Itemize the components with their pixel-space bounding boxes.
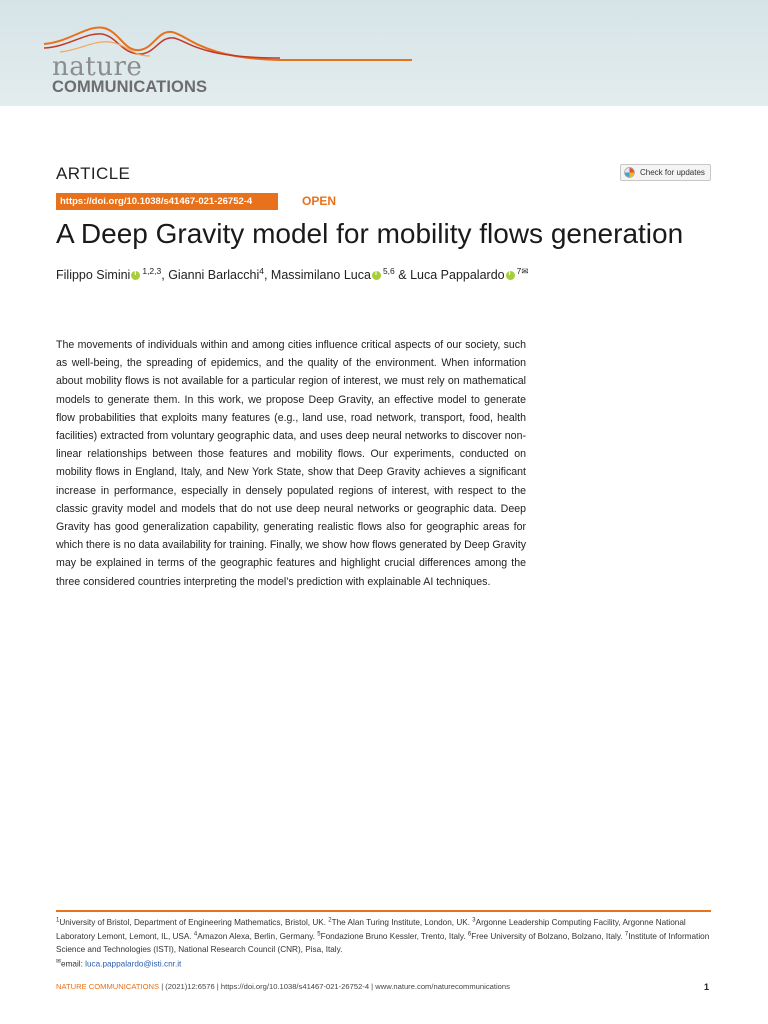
- affiliation-text: University of Bristol, Department of Engineering Mathematics, Bristol, UK.: [59, 917, 329, 927]
- affiliation-text: Fondazione Bruno Kessler, Trento, Italy.: [320, 932, 468, 942]
- page-footer: [56, 982, 510, 991]
- check-updates-label: Check for updates: [640, 168, 705, 177]
- crossmark-icon: [624, 167, 635, 178]
- affiliation-number: 7: [624, 931, 629, 938]
- footer-citation: | (2021)12:6576 | https://doi.org/10.1038/s41467-021-26752-4 | www.nature.com/naturecommunications: [159, 982, 510, 991]
- affiliation: [56, 918, 328, 927]
- affiliation-number: 5: [317, 931, 321, 938]
- affiliations-footnote: [56, 914, 711, 971]
- author-list: [56, 266, 528, 282]
- author-name[interactable]: Filippo Simini: [56, 268, 131, 283]
- check-for-updates-button[interactable]: [620, 164, 711, 181]
- article-type-label: ARTICLE: [56, 164, 131, 183]
- footer-journal-name[interactable]: NATURE COMMUNICATIONS: [56, 982, 160, 991]
- author-separator: ,: [263, 268, 271, 283]
- author-name[interactable]: Massimilano Luca: [270, 268, 371, 283]
- author-separator: &: [394, 268, 411, 283]
- author-separator: ,: [161, 268, 169, 283]
- author-name[interactable]: Luca Pappalardo: [410, 268, 505, 283]
- author-affiliation: 1,2,3: [142, 266, 162, 276]
- author-affiliation: 7✉: [516, 266, 529, 276]
- logo-nature-text: nature: [52, 52, 143, 82]
- logo-communications-text: COMMUNICATIONS: [52, 78, 208, 96]
- email-label: email:: [61, 960, 86, 970]
- affiliation-number: 6: [467, 931, 472, 938]
- affiliation: [317, 932, 468, 941]
- corresponding-email-line: [56, 956, 711, 971]
- affiliation-text: Amazon Alexa, Berlin, Germany.: [197, 932, 318, 942]
- envelope-icon: ✉: [56, 959, 62, 966]
- orcid-icon[interactable]: [372, 271, 381, 280]
- page-number: 1: [704, 982, 710, 992]
- doi-link[interactable]: https://doi.org/10.1038/s41467-021-26752-4: [56, 193, 278, 210]
- journal-header-band: [0, 0, 768, 106]
- orcid-icon[interactable]: [131, 271, 140, 280]
- affiliation-number: 1: [56, 917, 60, 923]
- orcid-icon[interactable]: [506, 271, 515, 280]
- affiliation-number: 4: [193, 931, 198, 938]
- affiliation-text: Argonne Leadership Computing Facility, Argonne National Laboratory Lemont, Lemont, IL, USA.: [56, 917, 686, 942]
- affiliation-text: Free University of Bolzano, Bolzano, Italy.: [471, 932, 625, 942]
- author-affiliation: 5,6: [382, 266, 395, 276]
- article-title: A Deep Gravity model for mobility flows generation: [56, 218, 684, 249]
- nature-communications-logo[interactable]: [40, 22, 420, 102]
- abstract: The movements of individuals within and among cities influence critical aspects of our society, such as well-being, the spreading of epidemics, and the quality of the environment. When information about mobility flows is not available for a particular region of interest, we must rely on mathematical models to generate them. In this work, we propose Deep Gravity, an effective model to generate flow probabilities that exploits many features (e.g., land use, road network, transport, food, health facilities) extracted from voluntary geographic data, and uses deep neural networks to discover non-linear relationships between those features and mobility flows. Our experiments, conducted on mobility flows in England, Italy, and New York State, show that Deep Gravity achieves a significant increase in performance, especially in densely populated regions of interest, with respect to the classic gravity model and models that do not use deep neural networks or geographic data. Deep Gravity has good generalization capability, generating realistic flows also for geographic areas for which there is no data availability for training. Finally, we show how flows generated by Deep Gravity may be explained in terms of the geographic features and highlight crucial differences among the three considered countries interpreting the model’s prediction with explainable AI techniques.: [56, 339, 526, 588]
- email-link[interactable]: luca.pappalardo@isti.cnr.it: [85, 960, 182, 970]
- open-access-label: OPEN: [302, 194, 337, 208]
- affiliation-number: 3: [472, 917, 476, 923]
- affiliation-number: 2: [328, 917, 332, 923]
- affiliation: [194, 932, 317, 941]
- author-name[interactable]: Gianni Barlacchi: [168, 268, 260, 283]
- affiliation: [328, 918, 472, 927]
- affiliation-text: The Alan Turing Institute, London, UK.: [331, 917, 473, 927]
- author-affiliation: 4: [259, 266, 264, 276]
- affiliation: [468, 932, 625, 941]
- footnote-divider: [56, 910, 711, 912]
- affiliation-text: Institute of Information Science and Technologies (ISTI), National Research Council (CNR), Pisa, Italy.: [56, 932, 710, 955]
